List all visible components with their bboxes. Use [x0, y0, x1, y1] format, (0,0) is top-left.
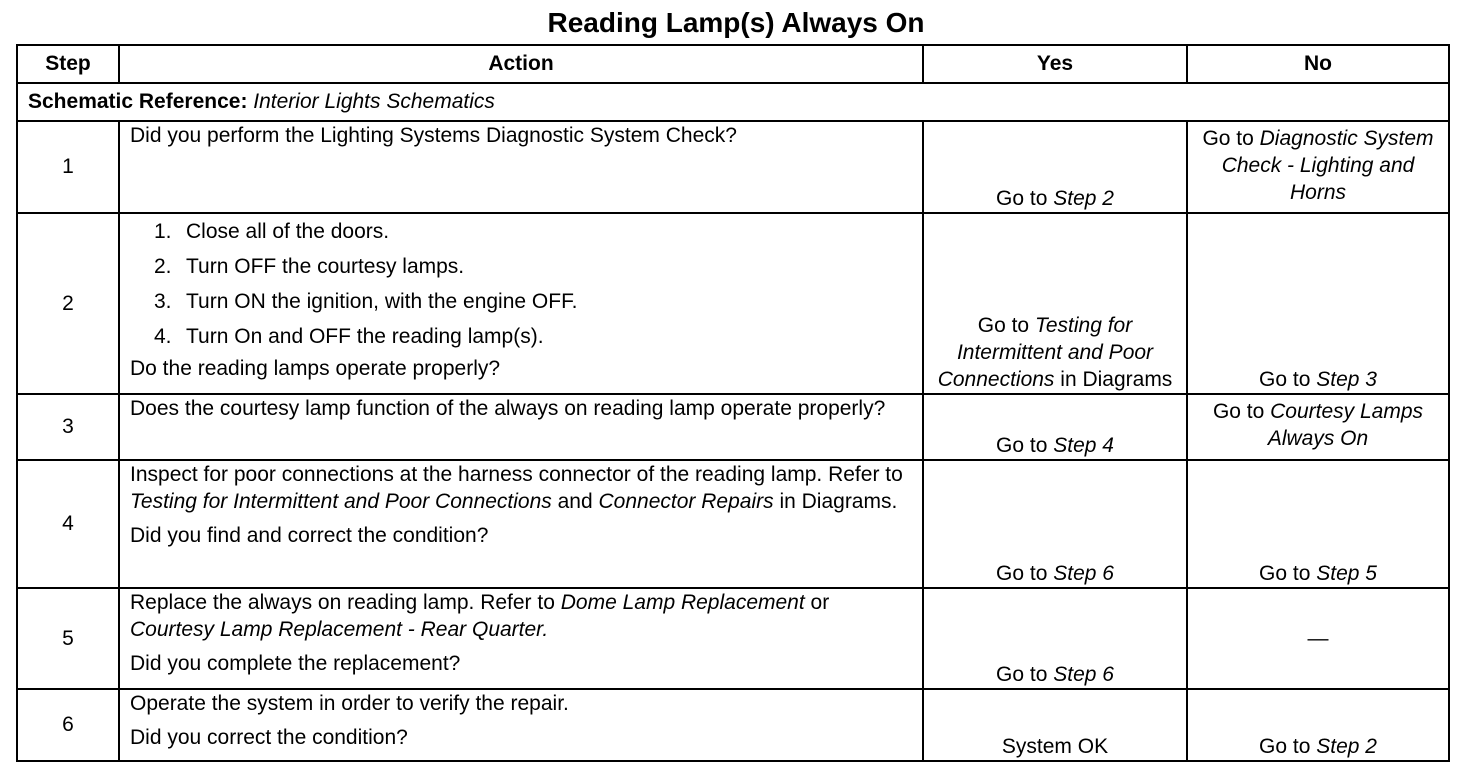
yes-cell	[923, 588, 1187, 689]
action-question: Do the reading lamps operate properly?	[130, 357, 501, 380]
schematic-link[interactable]: Interior Lights Schematics	[253, 90, 495, 113]
action-text: Did you perform the Lighting Systems Diagnostic System Check?	[130, 124, 737, 147]
action-cell	[119, 588, 923, 689]
no-link[interactable]: Diagnostic System Check - Lighting and Horns	[1221, 127, 1434, 204]
no-cell	[1187, 394, 1449, 460]
yes-link[interactable]: Testing for Intermittent and Poor Connections	[937, 314, 1154, 391]
list-number: 2.	[154, 255, 172, 278]
action-link[interactable]: Courtesy Lamp Replacement - Rear Quarter.	[130, 618, 549, 641]
no-prefix: Go to	[1202, 127, 1260, 150]
header-yes: Yes	[923, 45, 1187, 83]
list-text: Turn ON the ignition, with the engine OFF.	[186, 290, 578, 313]
table-row	[17, 213, 1449, 394]
no-cell	[1187, 213, 1449, 394]
list-text: Turn On and OFF the reading lamp(s).	[186, 325, 544, 348]
step-number: 6	[17, 689, 119, 761]
action-text: Operate the system in order to verify the repair.	[130, 692, 569, 715]
yes-cell	[923, 394, 1187, 460]
diagnostic-table	[16, 44, 1450, 762]
yes-cell	[923, 213, 1187, 394]
step-number: 1	[17, 121, 119, 213]
table-row	[17, 121, 1449, 213]
action-text-b: or	[804, 591, 830, 614]
action-text-a: Inspect for poor connections at the harness connector of the reading lamp. Refer to	[130, 463, 903, 486]
table-row	[17, 460, 1449, 588]
yes-prefix: Go to	[996, 562, 1054, 585]
table-row	[17, 394, 1449, 460]
action-cell	[119, 689, 923, 761]
action-cell	[119, 394, 923, 460]
action-cell	[119, 121, 923, 213]
no-cell	[1187, 460, 1449, 588]
yes-link[interactable]: Step 4	[1053, 434, 1114, 457]
action-text	[130, 589, 912, 643]
list-number: 3.	[154, 290, 172, 313]
step-number: 5	[17, 588, 119, 689]
no-cell	[1187, 588, 1449, 689]
list-text: Turn OFF the courtesy lamps.	[186, 255, 465, 278]
yes-cell	[923, 121, 1187, 213]
action-text-a: Replace the always on reading lamp. Refer to	[130, 591, 561, 614]
no-prefix: Go to	[1212, 400, 1271, 423]
header-step: Step	[17, 45, 119, 83]
action-text	[130, 461, 912, 515]
action-link[interactable]: Dome Lamp Replacement	[560, 591, 805, 614]
yes-prefix: Go to	[996, 663, 1054, 686]
list-item	[130, 214, 912, 249]
action-text-c: in Diagrams.	[773, 490, 898, 513]
list-item	[130, 284, 912, 319]
no-dash: —	[1307, 627, 1329, 650]
header-row	[17, 45, 1449, 83]
action-question: Did you correct the condition?	[130, 726, 408, 749]
action-question: Did you complete the replacement?	[130, 652, 461, 675]
schematic-reference	[17, 83, 1449, 121]
no-link[interactable]: Step 2	[1316, 735, 1377, 758]
no-link[interactable]: Step 5	[1316, 562, 1377, 585]
no-link[interactable]: Courtesy Lamps Always On	[1267, 400, 1424, 450]
schematic-row	[17, 83, 1449, 121]
yes-prefix: Go to	[996, 434, 1054, 457]
yes-prefix: Go to	[996, 187, 1054, 210]
action-cell	[119, 460, 923, 588]
table-row	[17, 588, 1449, 689]
no-prefix: Go to	[1259, 562, 1317, 585]
no-cell	[1187, 121, 1449, 213]
action-question: Did you find and correct the condition?	[130, 524, 489, 547]
yes-link[interactable]: Step 2	[1053, 187, 1114, 210]
yes-cell	[923, 460, 1187, 588]
step-number: 3	[17, 394, 119, 460]
step-number: 4	[17, 460, 119, 588]
action-cell	[119, 213, 923, 394]
page-title: Reading Lamp(s) Always On	[547, 7, 925, 38]
list-number: 4.	[154, 325, 172, 348]
no-prefix: Go to	[1259, 368, 1317, 391]
list-item	[130, 249, 912, 284]
yes-cell	[923, 689, 1187, 761]
yes-link[interactable]: Step 6	[1053, 562, 1114, 585]
action-link[interactable]: Connector Repairs	[598, 490, 774, 513]
yes-suffix: in Diagrams	[1054, 368, 1173, 391]
action-list	[130, 214, 912, 354]
action-text: Does the courtesy lamp function of the always on reading lamp operate properly?	[130, 397, 886, 420]
action-text-b: and	[551, 490, 599, 513]
yes-text: System OK	[1001, 735, 1109, 758]
action-link[interactable]: Testing for Intermittent and Poor Connections	[130, 490, 552, 513]
schematic-label: Schematic Reference:	[28, 90, 248, 113]
yes-link[interactable]: Step 6	[1053, 663, 1114, 686]
header-no: No	[1187, 45, 1449, 83]
no-prefix: Go to	[1259, 735, 1317, 758]
header-action: Action	[119, 45, 923, 83]
step-number: 2	[17, 213, 119, 394]
list-item	[130, 319, 912, 354]
list-number: 1.	[154, 220, 172, 243]
table-row	[17, 689, 1449, 761]
no-cell	[1187, 689, 1449, 761]
no-link[interactable]: Step 3	[1316, 368, 1377, 391]
list-text: Close all of the doors.	[186, 220, 390, 243]
yes-prefix: Go to	[977, 314, 1035, 337]
